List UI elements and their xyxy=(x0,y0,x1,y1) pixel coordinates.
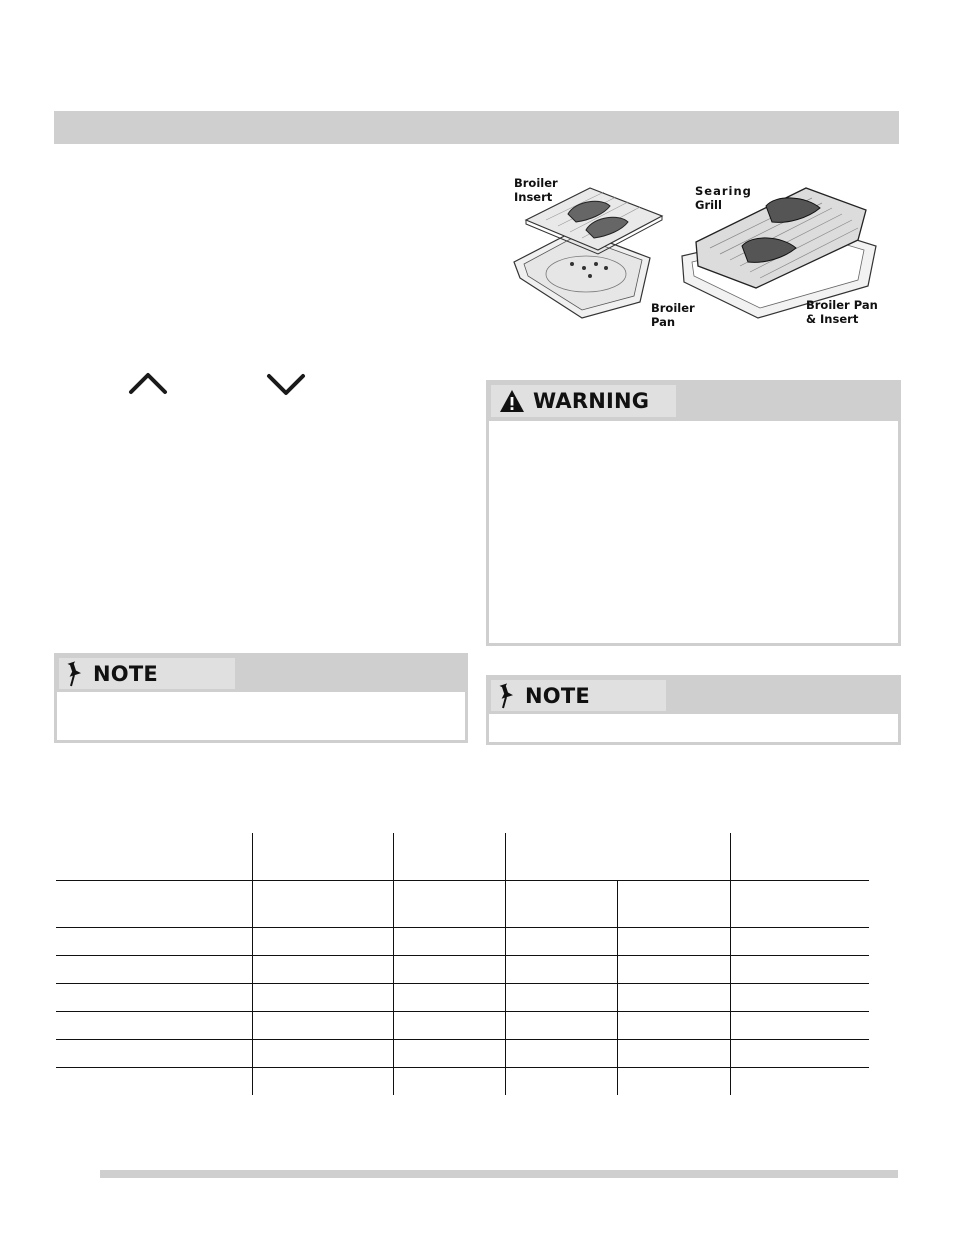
label-broiler-insert: Broiler Insert xyxy=(514,176,558,204)
section-header-bar xyxy=(54,111,899,144)
label-searing-grill: Searing Grill xyxy=(695,184,752,212)
table-rule xyxy=(56,955,869,956)
warning-triangle-icon xyxy=(499,389,525,413)
table-column-rule xyxy=(393,833,394,1095)
label-broiler-pan: Broiler Pan xyxy=(651,301,695,329)
note-right-tab xyxy=(491,680,666,711)
note-right-header xyxy=(489,678,898,714)
table-column-rule xyxy=(252,833,253,1095)
label-broiler-pan-insert: Broiler Pan & Insert xyxy=(806,298,878,326)
warning-box-header xyxy=(489,383,898,421)
table-column-rule xyxy=(730,833,731,1095)
chevron-up-icon xyxy=(124,366,172,402)
page-footer-bar xyxy=(100,1170,898,1178)
note-box-left xyxy=(54,653,468,743)
chevron-down-icon xyxy=(262,366,310,402)
note-left-tab xyxy=(59,658,235,689)
note-box-right xyxy=(486,675,901,745)
table-rule xyxy=(56,1067,869,1068)
warning-box xyxy=(486,380,901,646)
warning-title: WARNING xyxy=(533,389,650,413)
table-rule xyxy=(56,880,869,881)
broiler-pan-illustration xyxy=(506,170,898,340)
table-column-rule xyxy=(617,880,618,1095)
note-left-header xyxy=(57,656,465,692)
table-rule xyxy=(56,983,869,984)
table-rule xyxy=(56,1011,869,1012)
table-rule xyxy=(56,1039,869,1040)
table-column-rule xyxy=(505,833,506,1095)
note-left-title: NOTE xyxy=(93,661,158,686)
pushpin-icon xyxy=(65,661,85,687)
note-right-title: NOTE xyxy=(525,683,590,708)
table-rule xyxy=(56,927,869,928)
pushpin-icon xyxy=(497,683,517,709)
warning-tab xyxy=(491,385,676,417)
